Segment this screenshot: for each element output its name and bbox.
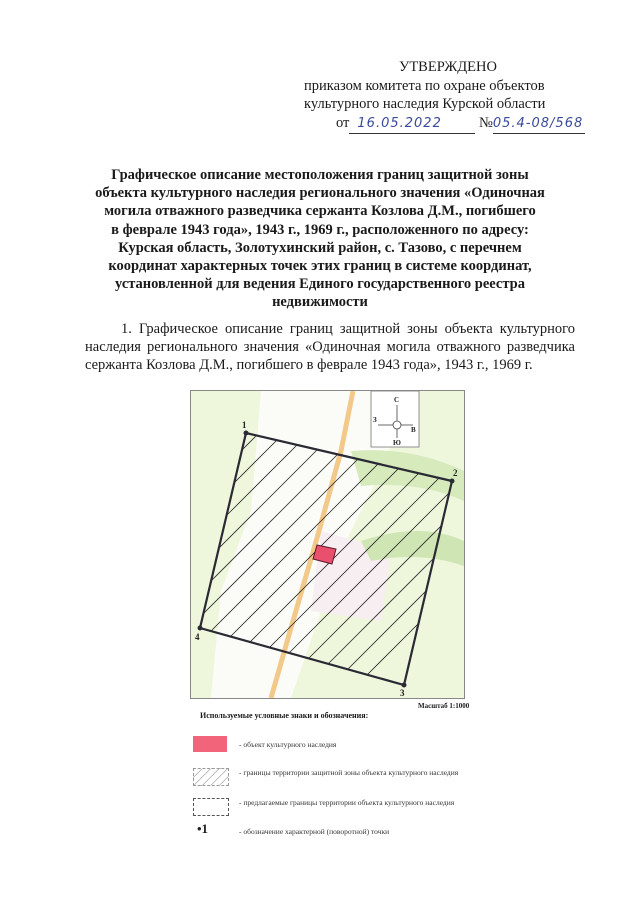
heading-line: установленной для ведения Единого государственного реестра (115, 276, 525, 293)
approval-title: УТВЕРЖДЕНО (399, 59, 497, 75)
approval-line-1: приказом комитета по охране объектов (304, 77, 545, 94)
heading-line: объекта культурного наследия регионального значения «Одиночная (95, 185, 545, 202)
point-3-label: 3 (400, 688, 405, 698)
approval-line-2: культурного наследия Курской области (304, 96, 546, 112)
number-field (493, 114, 585, 135)
heading-line: недвижимости (272, 294, 368, 311)
from-label: от (336, 114, 350, 131)
point-2-marker (450, 479, 455, 484)
hatch-swatch-icon (193, 768, 229, 786)
legend-text: - предлагаемые границы территории объекта культурного наследия (239, 798, 455, 807)
compass-east: В (411, 426, 416, 434)
heading-line: координат характерных точек этих границ в системе координат, (108, 258, 532, 275)
point-2-label: 2 (453, 468, 458, 478)
point-4-marker (198, 626, 203, 631)
legend-item-heritage-object (193, 736, 483, 756)
heading-line: Графическое описание местоположения границ защитной зоны (111, 167, 529, 183)
heading-line: в феврале 1943 года», 1943 г., 1969 г., расположенного по адресу: (111, 221, 529, 238)
compass-south: Ю (393, 439, 401, 447)
red-fill-swatch-icon (193, 736, 227, 752)
legend-item-proposed-boundary (193, 798, 483, 820)
handwritten-date: 16.05.2022 (357, 115, 442, 131)
paragraph-1-text: 1. Графическое описание границ защитной зоны объекта культурного наследия регионального значения «Одиночная могила отважного разведчика сержанта Козлова Д.М., погибшего в феврале 1943 года», 1943 г., 1969 г. (85, 321, 575, 373)
compass-north: С (394, 396, 400, 404)
map-scale: Масштаб 1:1000 (418, 702, 470, 710)
point-marker-icon: •1 (197, 821, 209, 836)
legend-item-protection-zone (193, 768, 483, 790)
point-1-label: 1 (242, 420, 247, 430)
point-3-marker (402, 683, 407, 688)
legend-text: - границы территории защитной зоны объекта культурного наследия (239, 768, 459, 777)
date-field (349, 114, 475, 135)
compass-rose (371, 391, 419, 447)
compass-west: З (373, 416, 377, 424)
map-graphic (191, 391, 464, 698)
dashed-swatch-icon (193, 798, 229, 816)
paragraph-1 (85, 320, 575, 374)
approval-stamp (300, 58, 590, 134)
legend-item-characteristic-point (193, 821, 483, 842)
point-1-marker (244, 431, 249, 436)
number-label: № (479, 114, 493, 131)
point-4-label: 4 (195, 632, 200, 642)
heading-line: Курская область, Золотухинский район, с. Тазово, с перечнем (118, 239, 522, 256)
legend-title: Используемые условные знаки и обозначения: (200, 711, 369, 720)
document-heading (85, 166, 555, 312)
legend-text: - обозначение характерной (поворотной) точки (239, 827, 390, 836)
approval-date-number (300, 114, 590, 135)
legend-text: - объект культурного наследия (239, 740, 337, 749)
heading-line: могила отважного разведчика сержанта Козлова Д.М., погибшего (104, 203, 536, 220)
boundary-map (190, 390, 465, 699)
handwritten-number: 05.4-08/568 (492, 115, 584, 131)
